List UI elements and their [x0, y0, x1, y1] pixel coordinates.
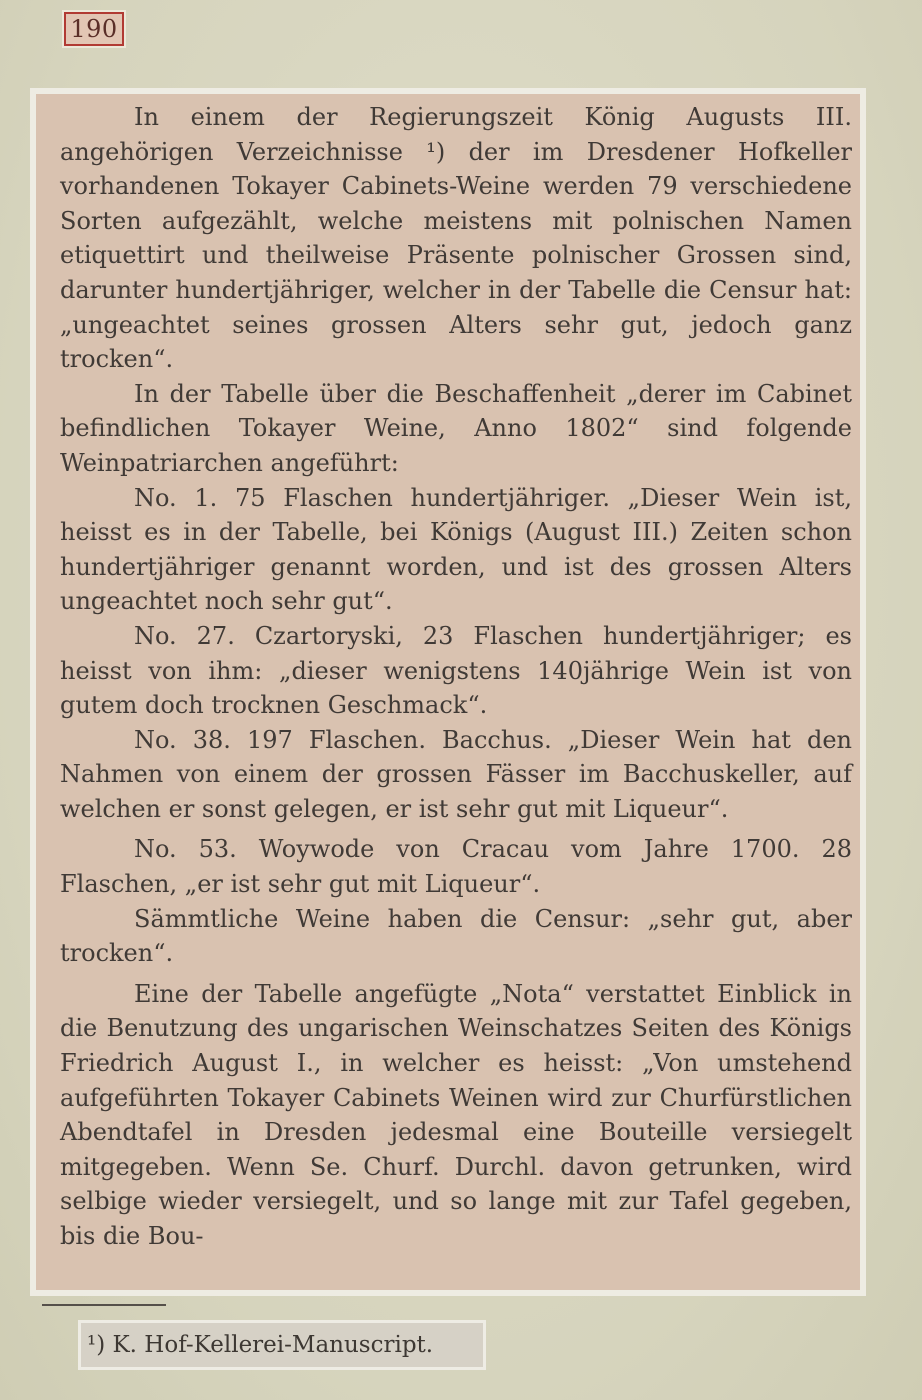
- paragraph-4: No. 27. Czartoryski, 23 Flaschen hundertjähriger; es heisst von ihm: „dieser wenigstens 140jährige Wein ist von gutem doch trocknen Geschmack“.: [60, 621, 852, 720]
- paragraph-3: No. 1. 75 Flaschen hundertjähriger. „Dieser Wein ist, heisst es in der Tabelle, bei Königs (August III.) Zeiten schon hundertjähriger genannt worden, und ist des grossen Alters ungeachtet noch sehr gut“.: [60, 483, 852, 616]
- main-text-block: [30, 88, 866, 1296]
- paragraph-7: Sämmtliche Weine haben die Censur: „sehr gut, aber trocken“.: [60, 904, 852, 968]
- footnote-rule: [42, 1304, 166, 1306]
- paragraph-1: In einem der Regierungszeit König Augusts III. angehörigen Verzeichnisse ¹) der im Dresdener Hofkeller vorhandenen Tokayer Cabinets-Weine werden 79 verschiedene Sorten aufgezählt, welche meistens mit polnischen Namen etiquettirt und theilweise Präsente polnischer Grossen sind, darunter hundertjähriger, welcher in der Tabelle die Censur hat: „ungeachtet seines grossen Alters sehr gut, jedoch ganz trocken“.: [60, 103, 852, 374]
- paragraph-8: Eine der Tabelle angefügte „Nota“ verstattet Einblick in die Benutzung des ungarischen Weinschatzes Seiten des Königs Friedrich August I., in welcher es heisst: „Von umstehend aufgeführten Tokayer Cabinets Weinen wird zur Churfürstlichen Abendtafel in Dresden jedesmal eine Bouteille versiegelt mitgegeben. Wenn Se. Churf. Durchl. davon getrunken, wird selbige wieder versiegelt, und so lange mit zur Tafel gegeben, bis die Bou-: [60, 979, 852, 1250]
- page-number: 190: [64, 12, 124, 46]
- paragraph-6: No. 53. Woywode von Cracau vom Jahre 1700. 28 Flaschen, „er ist sehr gut mit Liqueur“.: [60, 835, 852, 899]
- paragraph-5: No. 38. 197 Flaschen. Bacchus. „Dieser Wein hat den Nahmen von einem der grossen Fässer im Bacchuskeller, auf welchen er sonst gelegen, er ist sehr gut mit Liqueur“.: [60, 725, 852, 823]
- paragraph-2: In der Tabelle über die Beschaffenheit „derer im Cabinet befindlichen Tokayer Weine, Anno 1802“ sind folgende Weinpatriarchen angeführt:: [60, 379, 852, 477]
- footnote: ¹) K. Hof-Kellerei-Manuscript.: [78, 1320, 486, 1370]
